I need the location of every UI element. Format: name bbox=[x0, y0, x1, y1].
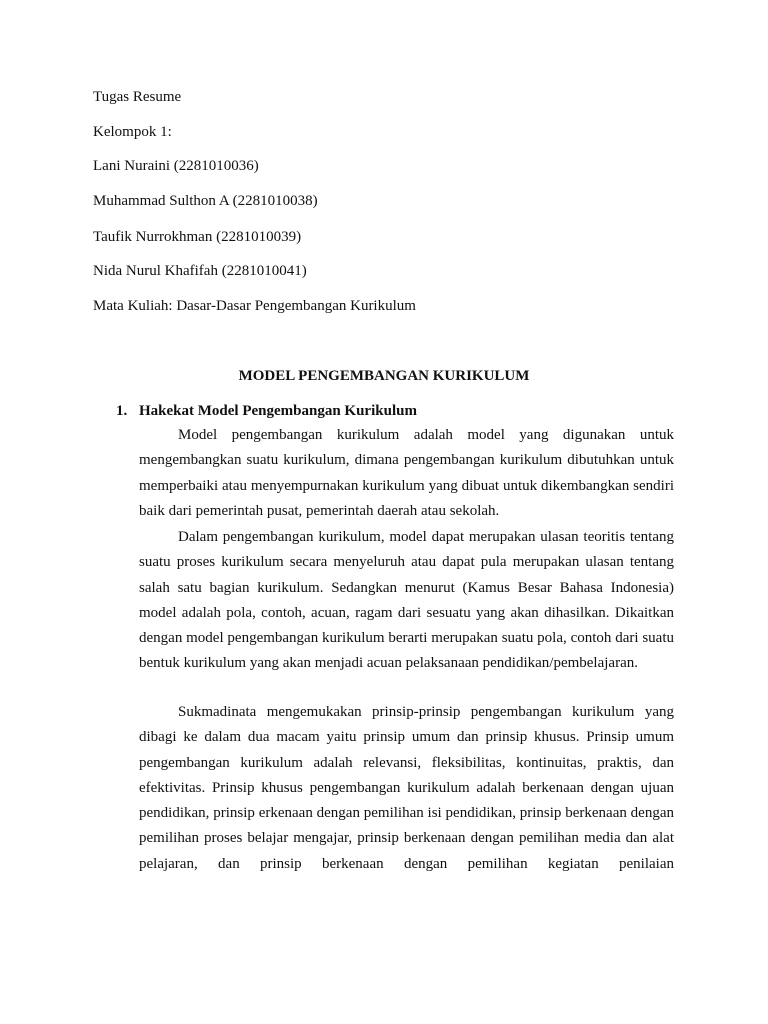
paragraph-text: Sukmadinata mengemukakan prinsip-prinsip pengembangan kurikulum yang dibagi ke dalam dua macam yaitu prinsip umum dan prinsip khusus. Prinsip umum pengembangan kurikulum adalah relevansi, fleksibilitas, kontinuitas, praktis, dan efektivitas. Prinsip khusus pengembangan kurikulum adalah berkenaan dengan ujuan pendidikan, prinsip erkenaan dengan pemilihan isi pendidikan, prinsip berkenaan dengan pemilihan proses belajar mengajar, prinsip berkenaan dengan pemilihan media dan alat pelajaran, dan prinsip berkenaan dengan pemilihan kegiatan penilaian bbox=[139, 704, 674, 872]
paragraph-text: Model pengembangan kurikulum adalah model yang digunakan untuk mengembangkan suatu kurikulum, dimana pengembangan kurikulum dibutuhkan untuk memperbaiki atau menyempurnakan kurikulum yang dibuat untuk dikembangkan sendiri baik dari pemerintah pusat, pemerintah daerah atau sekolah. bbox=[139, 427, 674, 519]
member-name: Taufik Nurrokhman (2281010039) bbox=[93, 229, 302, 245]
member-name: Nida Nurul Khafifah (2281010041) bbox=[93, 263, 307, 279]
paragraph bbox=[139, 700, 674, 877]
group-label: Kelompok 1: bbox=[93, 124, 172, 140]
member-name: Lani Nuraini (2281010036) bbox=[93, 158, 259, 174]
section-heading-text: Hakekat Model Pengembangan Kurikulum bbox=[139, 403, 417, 419]
paragraph bbox=[139, 525, 674, 677]
section-heading bbox=[116, 402, 417, 420]
paragraph bbox=[139, 423, 674, 524]
course-label: Mata Kuliah: Dasar-Dasar Pengembangan Kurikulum bbox=[93, 298, 416, 314]
paragraph-text: Dalam pengembangan kurikulum, model dapat merupakan ulasan teoritis tentang suatu proses kurikulum secara menyeluruh atau dapat pula merupakan ulasan tentang salah satu bagian kurikulum. Sedangkan menurut (Kamus Besar Bahasa Indonesia) model adalah pola, contoh, acuan, ragam dari sesuatu yang akan dihasilkan. Dikaitkan dengan model pengembangan kurikulum berarti merupakan suatu pola, contoh dari suatu bentuk kurikulum yang akan menjadi acuan pelaksanaan pendidikan/pembelajaran. bbox=[139, 529, 674, 672]
document-title: MODEL PENGEMBANGAN KURIKULUM bbox=[238, 368, 530, 384]
assignment-label: Tugas Resume bbox=[93, 89, 182, 105]
section-number: 1. bbox=[116, 403, 128, 419]
member-name: Muhammad Sulthon A (2281010038) bbox=[93, 193, 318, 209]
